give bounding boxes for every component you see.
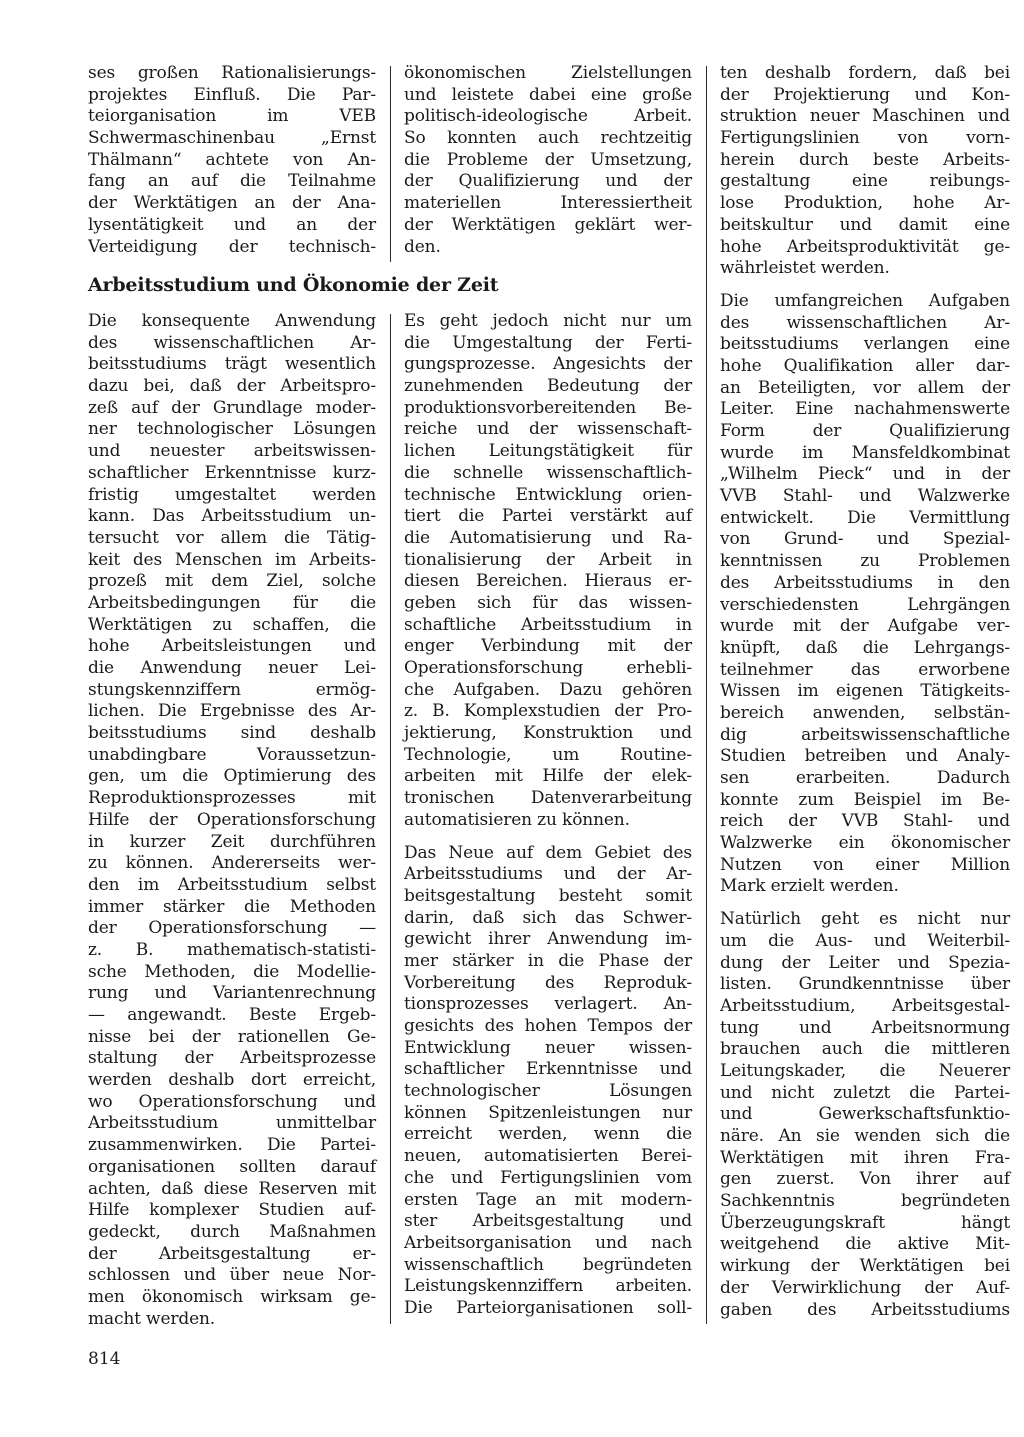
text-line: zunehmenden Bedeutung der (404, 376, 692, 397)
text-line: brauchen auch die mittleren (720, 1039, 1010, 1060)
text-line: und Gewerkschaftsfunktio- (720, 1104, 1010, 1125)
text-line: die Umgestaltung der Ferti- (404, 332, 692, 353)
text-line: Arbeitsbedingungen für die (88, 592, 376, 613)
text-line: gen zuerst. Von ihrer auf (720, 1169, 1010, 1190)
text-line: bereich anwenden, selbstän- (720, 702, 1010, 723)
text-line: tionsprozesses verlagert. An- (404, 994, 692, 1015)
text-line: Leistungskennziffern arbeiten. (404, 1276, 692, 1297)
text-line: die Anwendung neuer Lei- (88, 658, 376, 678)
upper-column-2 (404, 63, 692, 258)
text-line: herein durch beste Arbeits- (720, 149, 1010, 170)
text-line: struktion neuer Maschinen und (720, 106, 1010, 127)
text-line: Verteidigung der technisch- (88, 236, 376, 257)
text-line: Sachkenntnis begründeten (720, 1191, 1010, 1212)
text-line: Leiter. Eine nachahmenswerte (720, 399, 1010, 420)
text-line: der Operationsforschung — (88, 918, 376, 939)
text-line: Arbeitsstudiums und der Ar- (404, 864, 692, 885)
text-line: und leistete dabei eine große (404, 84, 692, 105)
text-line: in kurzer Zeit durchführen (88, 831, 376, 852)
text-line: knüpft, daß die Lehrgangs- (720, 637, 1010, 658)
text-line: enger Verbindung mit der (404, 636, 692, 657)
text-line: Hilfe komplexer Studien auf- (88, 1200, 376, 1221)
text-line: zusammenwirken. Die Partei- (88, 1135, 376, 1156)
text-line: Die Parteiorganisationen soll- (404, 1297, 692, 1318)
text-line: politisch-ideologische Arbeit. (404, 106, 692, 127)
text-line: ten deshalb fordern, daß bei (720, 63, 1010, 83)
text-line: sen erarbeiten. Dadurch (720, 768, 1010, 788)
text-line: tronischen Datenverarbeitung (404, 788, 692, 809)
right-column (720, 63, 1010, 1332)
text-line: den. (404, 236, 441, 257)
text-line: kenntnissen zu Problemen (720, 551, 1010, 572)
text-line: macht werden. (88, 1308, 216, 1329)
text-line: Vorbereitung des Reproduk- (404, 972, 692, 993)
text-line: die Probleme der Umsetzung, (404, 149, 692, 170)
text-line: verschiedensten Lehrgängen (720, 594, 1010, 615)
text-line: achten, daß diese Reserven mit (88, 1178, 376, 1199)
text-line: keit des Menschen im Arbeits- (88, 549, 376, 570)
text-line: teiorganisation im VEB (88, 106, 376, 127)
text-line: staltung der Arbeitsprozesse (88, 1048, 376, 1069)
text-line: ner technologischer Lösungen (88, 419, 376, 440)
text-line: dig arbeitswissenschaftliche (720, 724, 1010, 745)
text-line: che Aufgaben. Dazu gehören (404, 679, 692, 700)
text-line: Werktätigen mit ihren Fra- (720, 1147, 1010, 1168)
text-line: der Projektierung und Kon- (720, 84, 1010, 105)
text-line: der Arbeitsgestaltung er- (88, 1243, 376, 1264)
text-line: beitskultur und damit eine (720, 214, 1010, 235)
text-line: beitsgestaltung besteht somit (404, 885, 692, 906)
text-line: die Automatisierung und Ra- (404, 527, 692, 548)
text-line: können Spitzenleistungen nur (404, 1102, 692, 1123)
text-line: men ökonomisch wirksam ge- (88, 1286, 376, 1307)
text-line: lysentätigkeit und an der (88, 214, 376, 235)
text-line: hohe Qualifikation aller dar- (720, 355, 1010, 376)
text-line: die schnelle wissenschaftlich- (404, 462, 692, 483)
text-line: technische Entwicklung orien- (404, 484, 692, 505)
text-line: fang an auf die Teilnahme (88, 171, 376, 192)
text-line: von Grund- und Spezial- (720, 529, 1010, 550)
text-line: Hilfe der Operationsforschung (88, 809, 376, 830)
text-line: neuen, automatisierten Berei- (404, 1146, 692, 1167)
text-line: gungsprozesse. Angesichts der (404, 354, 692, 375)
text-line: der Qualifizierung und der (404, 171, 692, 192)
page-number: 814 (88, 1349, 121, 1369)
paragraph (720, 63, 1010, 280)
text-line: materiellen Interessiertheit (404, 193, 692, 214)
text-line: kann. Das Arbeitsstudium un- (88, 506, 376, 527)
text-line: konnte zum Beispiel im Be- (720, 789, 1010, 810)
lower-column-1 (88, 311, 376, 1330)
text-line: fristig umgestaltet werden (88, 484, 376, 505)
upper-column-1 (88, 63, 376, 258)
text-line: nisse bei der rationellen Ge- (88, 1026, 376, 1047)
text-line: zu können. Andererseits wer- (88, 853, 376, 874)
text-line: wo Operationsforschung und (88, 1091, 376, 1112)
text-line: Wissen im eigenen Tätigkeits- (720, 681, 1010, 702)
text-line: Arbeitsstudium unmittelbar (88, 1113, 376, 1134)
text-line: lose Produktion, hohe Ar- (720, 193, 1010, 214)
text-line: So konnten auch rechtzeitig (404, 128, 692, 149)
text-line: prozeß mit dem Ziel, solche (88, 571, 376, 592)
text-line: tung und Arbeitsnormung (720, 1017, 1010, 1038)
text-line: immer stärker die Methoden (88, 896, 376, 917)
text-line: z. B. Komplexstudien der Pro- (404, 701, 692, 722)
text-line: des Arbeitsstudiums in den (720, 572, 1010, 593)
text-line: des wissenschaftlichen Ar- (720, 312, 1010, 333)
text-line: Leitungskader, die Neuerer (720, 1060, 1010, 1081)
text-line: gesichts des hohen Tempos der (404, 1016, 692, 1036)
column-divider-lower-left (390, 314, 391, 1324)
text-line: arbeiten mit Hilfe der elek- (404, 766, 692, 787)
section-heading: Arbeitsstudium und Ökonomie der Zeit (88, 274, 499, 296)
text-line: Die konsequente Anwendung (88, 311, 376, 331)
text-line: mer stärker in die Phase der (404, 950, 692, 971)
text-line: beitsstudiums sind deshalb (88, 723, 376, 744)
text-line: Arbeitsorganisation und nach (404, 1232, 692, 1253)
text-line: hohe Arbeitsleistungen und (88, 636, 376, 657)
text-line: listen. Grundkenntnisse über (720, 974, 1010, 995)
text-line: den im Arbeitsstudium selbst (88, 874, 376, 895)
text-line: der Werktätigen geklärt wer- (404, 214, 692, 235)
text-line: tionalisierung der Arbeit in (404, 549, 692, 570)
text-line: gaben des Arbeitsstudiums (720, 1299, 1010, 1320)
paragraph (404, 843, 692, 1320)
text-line: tiert die Partei verstärkt auf (404, 506, 692, 527)
text-line: darin, daß sich das Schwer- (404, 907, 692, 928)
text-line: Studien betreiben und Analy- (720, 746, 1010, 767)
text-line: der Verwirklichung der Auf- (720, 1277, 1010, 1298)
text-line: Überzeugungskraft hängt (720, 1212, 1010, 1233)
text-line: wurde im Mansfeldkombinat (720, 442, 1010, 463)
text-line: Nutzen von einer Million (720, 854, 1010, 875)
text-line: „Wilhelm Pieck“ und in der (720, 464, 1010, 485)
text-line: ster Arbeitsgestaltung und (404, 1211, 692, 1232)
text-line: Die umfangreichen Aufgaben (720, 290, 1010, 311)
text-line: beitsstudiums trägt wesentlich (88, 354, 376, 375)
text-line: beitsstudiums verlangen eine (720, 334, 1010, 355)
text-line: produktionsvorbereitenden Be- (404, 397, 692, 418)
text-line: wissenschaftlich begründeten (404, 1254, 692, 1275)
text-line: wurde mit der Aufgabe ver- (720, 616, 1010, 637)
text-line: lichen. Die Ergebnisse des Ar- (88, 701, 376, 722)
text-line: schaftliche Arbeitsstudium in (404, 614, 692, 635)
text-line: Operationsforschung erhebli- (404, 658, 692, 678)
text-line: technologischer Lösungen (404, 1081, 692, 1102)
text-line: an Beteiligten, vor allem der (720, 377, 1010, 398)
text-line: reich der VVB Stahl- und (720, 811, 1010, 832)
text-line: diesen Bereichen. Hieraus er- (404, 571, 692, 592)
text-line: schaftlicher Erkenntnisse kurz- (88, 462, 376, 483)
text-line: stungskennziffern ermög- (88, 679, 376, 700)
text-line: che und Fertigungslinien vom (404, 1167, 692, 1188)
text-line: Technologie, um Routine- (404, 744, 692, 765)
text-line: Werktätigen zu schaffen, die (88, 614, 376, 635)
text-line: lichen Leitungstätigkeit für (404, 441, 692, 462)
text-line: des wissenschaftlichen Ar- (88, 332, 376, 353)
text-line: ökonomischen Zielstellungen (404, 63, 692, 83)
text-line: VVB Stahl- und Walzwerke (720, 486, 1010, 507)
text-line: Walzwerke ein ökonomischer (720, 833, 1010, 854)
text-line: währleistet werden. (720, 258, 890, 279)
text-line: automatisieren zu können. (404, 809, 630, 830)
text-line: reiche und der wissenschaft- (404, 419, 692, 440)
text-line: Fertigungslinien von vorn- (720, 128, 1010, 149)
text-line: wirkung der Werktätigen bei (720, 1256, 1010, 1277)
text-line: Form der Qualifizierung (720, 421, 1010, 441)
text-line: entwickelt. Die Vermittlung (720, 507, 1010, 528)
text-line: organisationen sollten darauf (88, 1156, 376, 1177)
text-line: Mark erzielt werden. (720, 876, 899, 897)
text-line: gedeckt, durch Maßnahmen (88, 1221, 376, 1242)
text-line: Natürlich geht es nicht nur (720, 909, 1010, 930)
paragraph (404, 311, 692, 832)
text-line: werden deshalb dort erreicht, (88, 1070, 376, 1091)
text-line: z. B. mathematisch-statisti- (88, 939, 376, 960)
text-line: Thälmann“ achtete von An- (88, 149, 376, 170)
text-line: und neuester arbeitswissen- (88, 441, 376, 462)
text-line: — angewandt. Beste Ergeb- (88, 1005, 376, 1025)
text-line: teilnehmer das erworbene (720, 659, 1010, 680)
text-line: Es geht jedoch nicht nur um (404, 311, 692, 331)
text-line: näre. An sie wenden sich die (720, 1126, 1010, 1146)
paragraph (720, 291, 1010, 898)
text-line: ersten Tage an mit modern- (404, 1189, 692, 1210)
text-line: dung der Leiter und Spezia- (720, 952, 1010, 973)
text-line: um die Aus- und Weiterbil- (720, 930, 1010, 951)
text-line: schlossen und über neue Nor- (88, 1265, 376, 1286)
lower-column-2 (404, 311, 692, 1331)
text-line: Reproduktionsprozesses mit (88, 788, 376, 809)
text-line: tersucht vor allem die Tätig- (88, 527, 376, 548)
text-line: geben sich für das wissen- (404, 592, 692, 613)
text-line: unabdingbare Voraussetzun- (88, 744, 376, 765)
text-line: ses großen Rationalisierungs- (88, 63, 376, 83)
text-line: und nicht zuletzt die Partei- (720, 1082, 1010, 1103)
text-line: weitgehend die aktive Mit- (720, 1234, 1010, 1255)
text-line: gewicht ihrer Anwendung im- (404, 929, 692, 950)
text-line: schaftlicher Erkenntnisse und (404, 1059, 692, 1080)
column-divider-right (706, 66, 707, 1324)
text-line: Das Neue auf dem Gebiet des (404, 842, 692, 863)
text-line: gen, um die Optimierung des (88, 766, 376, 787)
paragraph (720, 909, 1010, 1321)
text-line: gestaltung eine reibungs- (720, 171, 1010, 192)
text-line: rung und Variantenrechnung (88, 983, 376, 1004)
column-divider-upper-left (390, 66, 391, 262)
text-line: der Werktätigen an der Ana- (88, 193, 376, 214)
text-line: dazu bei, daß der Arbeitspro- (88, 376, 376, 397)
text-line: erreicht werden, wenn die (404, 1124, 692, 1145)
text-line: Entwicklung neuer wissen- (404, 1037, 692, 1058)
text-line: sche Methoden, die Modellie- (88, 961, 376, 982)
text-line: projektes Einfluß. Die Par- (88, 84, 376, 105)
text-line: Arbeitsstudium, Arbeitsgestal- (720, 995, 1010, 1016)
text-line: Schwermaschinenbau „Ernst (88, 128, 376, 149)
text-line: zeß auf der Grundlage moder- (88, 397, 376, 418)
text-line: hohe Arbeitsproduktivität ge- (720, 236, 1010, 257)
text-line: jektierung, Konstruktion und (404, 723, 692, 744)
